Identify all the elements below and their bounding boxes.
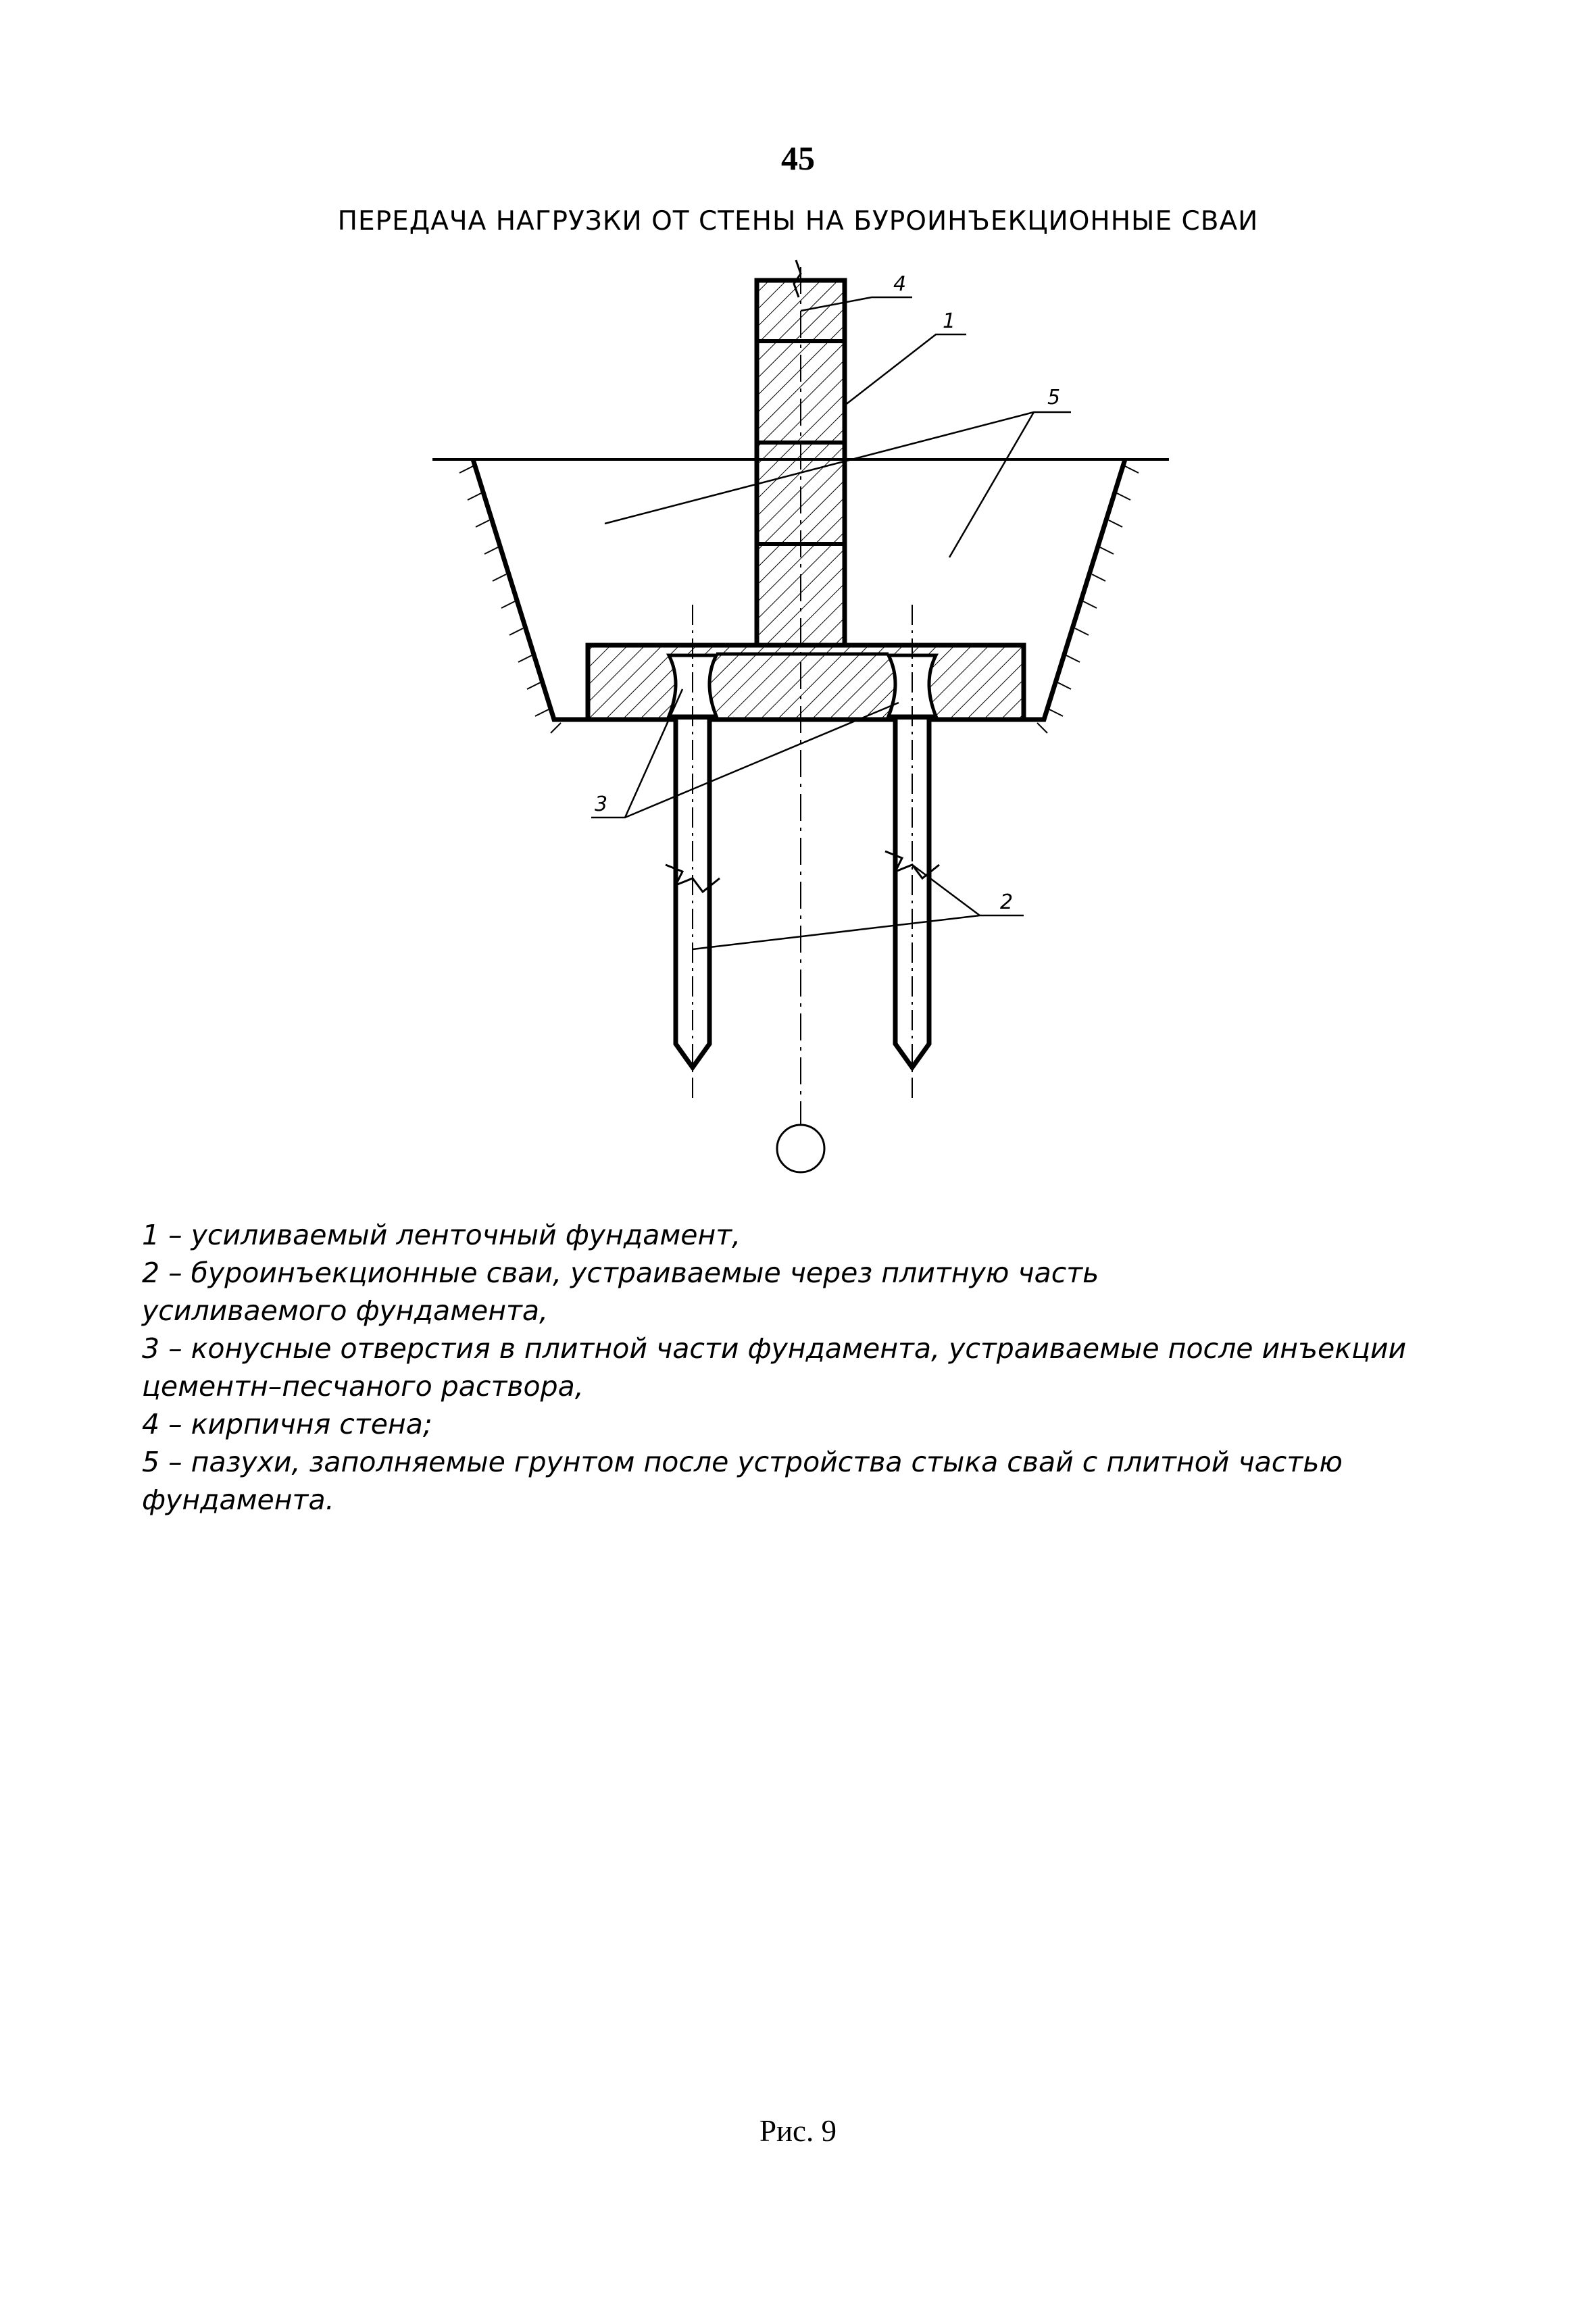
axis-marker-circle [777,1125,824,1172]
callout-2: 2 [1000,890,1014,914]
callout-4: 4 [893,272,907,296]
legend-item-1: 1 – усиливаемый ленточный фундамент, [142,1219,741,1251]
strip-foundation-slab [588,645,1024,720]
figure-caption: Рис. 9 [759,2114,837,2148]
callout-5: 5 [1047,386,1061,409]
callout-3: 3 [595,793,608,816]
legend [142,1216,1493,1519]
legend-item-4: 4 – кирпичня стена; [142,1408,432,1440]
foundation-drawing [0,250,1596,1182]
callout-1: 1 [943,309,956,333]
legend-item-5: 5 – пазухи, заполняемые грунтом после устройства стыка свай с плитной частью фундамента. [142,1446,1343,1516]
figure-title: ПЕРЕДАЧА НАГРУЗКИ ОТ СТЕНЫ НА БУРОИНЪЕКЦИОННЫЕ СВАИ [337,206,1259,236]
legend-item-3: 3 – конусные отверстия в плитной части фундамента, устраиваемые после инъекции цементн–песчаного раствора, [142,1332,1407,1403]
page-number: 45 [781,139,815,177]
legend-item-2: 2 – буроинъекционные сваи, устраиваемые через плитную часть усиливаемого фундамента, [142,1257,1099,1327]
